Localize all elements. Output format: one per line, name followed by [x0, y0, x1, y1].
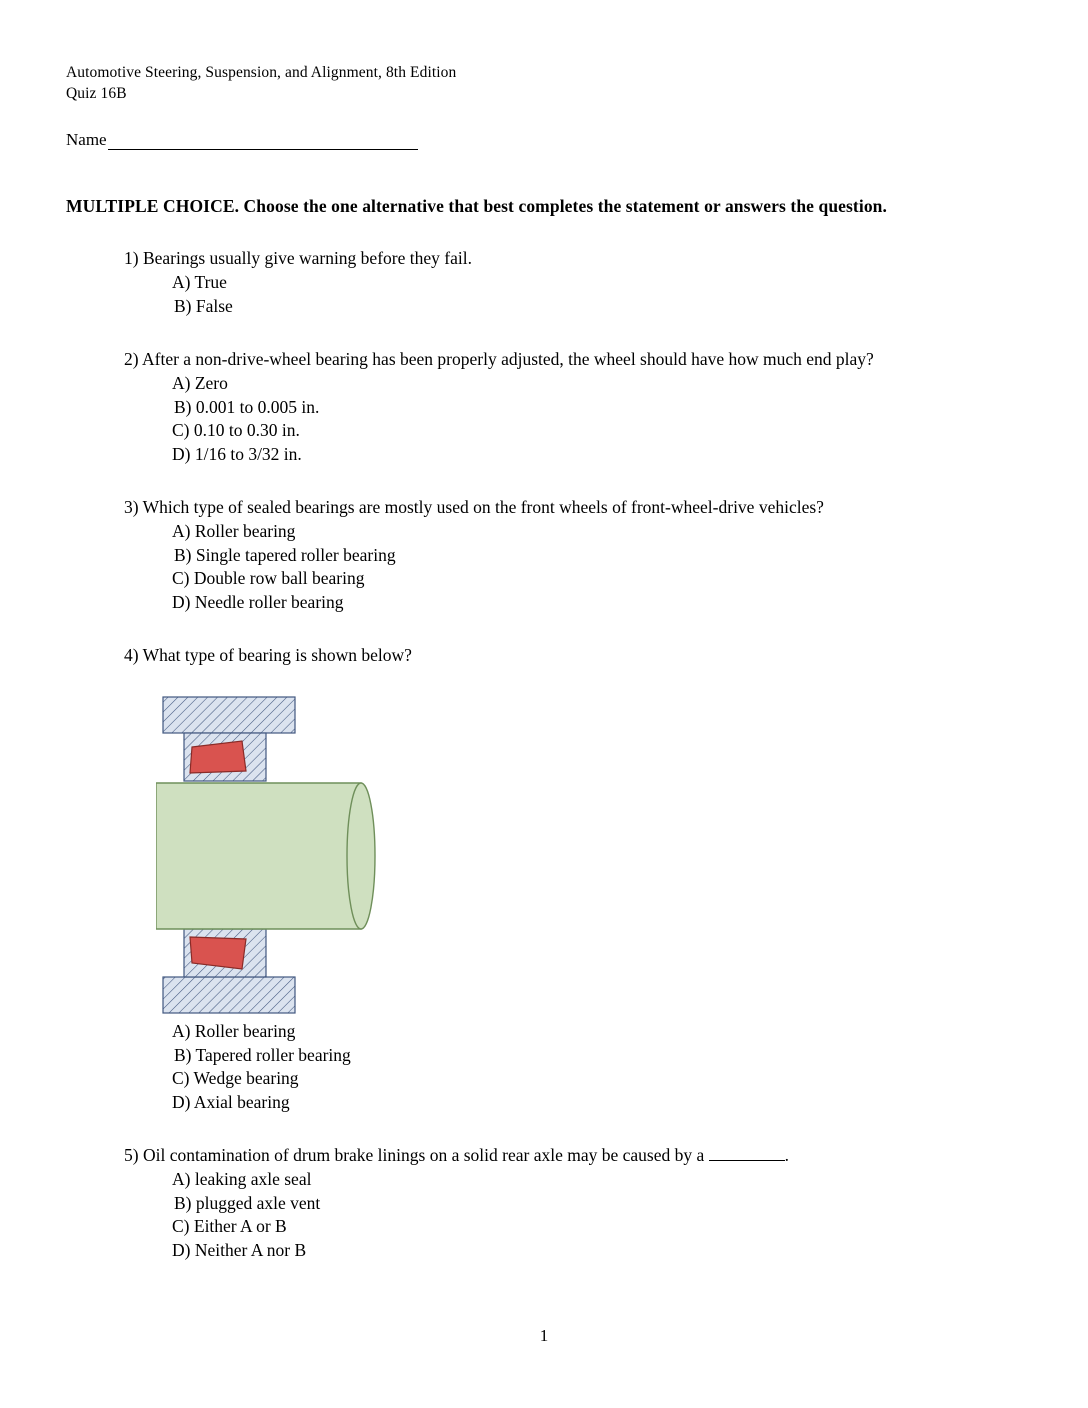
question-stem: 3) Which type of sealed bearings are mostly used on the front wheels of front-wheel-drive vehicles? [124, 497, 824, 517]
question-1 [66, 247, 1022, 318]
choice-list [66, 1168, 1022, 1262]
bearing-figure [156, 689, 1022, 1019]
question-stem-prefix: 5) Oil contamination of drum brake linings on a solid rear axle may be caused by a [124, 1145, 709, 1165]
choice-a[interactable]: A) leaking axle seal [172, 1169, 312, 1189]
choice-c[interactable]: C) Double row ball bearing [172, 568, 365, 588]
quiz-label: Quiz 16B [66, 85, 127, 102]
choice-a[interactable]: A) True [172, 272, 227, 292]
name-field-row [66, 130, 1022, 150]
question-3 [66, 496, 1022, 614]
document-header [66, 62, 1022, 104]
choice-b[interactable]: B) plugged axle vent [174, 1192, 321, 1213]
choice-list [66, 271, 1022, 318]
book-title: Automotive Steering, Suspension, and Alignment, 8th Edition [66, 64, 457, 81]
question-stem: 2) After a non-drive-wheel bearing has been properly adjusted, the wheel should have how much end play? [124, 349, 874, 369]
choice-b[interactable]: B) Tapered roller bearing [174, 1044, 351, 1065]
choice-b[interactable]: B) 0.001 to 0.005 in. [174, 396, 320, 417]
choice-a[interactable]: A) Roller bearing [172, 521, 296, 541]
question-stem-suffix: . [784, 1145, 789, 1165]
question-4 [66, 644, 1022, 1114]
instruction-text: MULTIPLE CHOICE. Choose the one alternative that best completes the statement or answers the question. [66, 196, 887, 216]
question-5 [66, 1144, 1022, 1262]
choice-list [66, 520, 1022, 614]
choice-d[interactable]: D) Needle roller bearing [172, 591, 344, 612]
choice-c[interactable]: C) Either A or B [172, 1216, 287, 1236]
choice-b[interactable]: B) Single tapered roller bearing [174, 544, 396, 565]
choice-b[interactable]: B) False [174, 295, 233, 316]
choice-c[interactable]: C) Wedge bearing [172, 1068, 299, 1088]
tapered-roller-bearing-diagram [156, 689, 416, 1019]
name-input-line[interactable] [108, 135, 418, 150]
question-stem: 1) Bearings usually give warning before they fail. [124, 248, 472, 268]
choice-d[interactable]: D) 1/16 to 3/32 in. [172, 443, 302, 464]
choice-d[interactable]: D) Axial bearing [172, 1091, 290, 1112]
choice-c[interactable]: C) 0.10 to 0.30 in. [172, 420, 300, 440]
question-2 [66, 348, 1022, 466]
choice-list [66, 372, 1022, 466]
choice-list [66, 1020, 1022, 1114]
question-stem [124, 1144, 1022, 1167]
question-stem: 4) What type of bearing is shown below? [124, 645, 412, 665]
page-number: 1 [539, 1326, 549, 1345]
choice-a[interactable]: A) Zero [172, 373, 228, 393]
choice-a[interactable]: A) Roller bearing [172, 1021, 296, 1041]
choice-d[interactable]: D) Neither A nor B [172, 1239, 307, 1260]
name-label: Name [66, 130, 107, 149]
fill-in-blank[interactable] [709, 1148, 785, 1161]
